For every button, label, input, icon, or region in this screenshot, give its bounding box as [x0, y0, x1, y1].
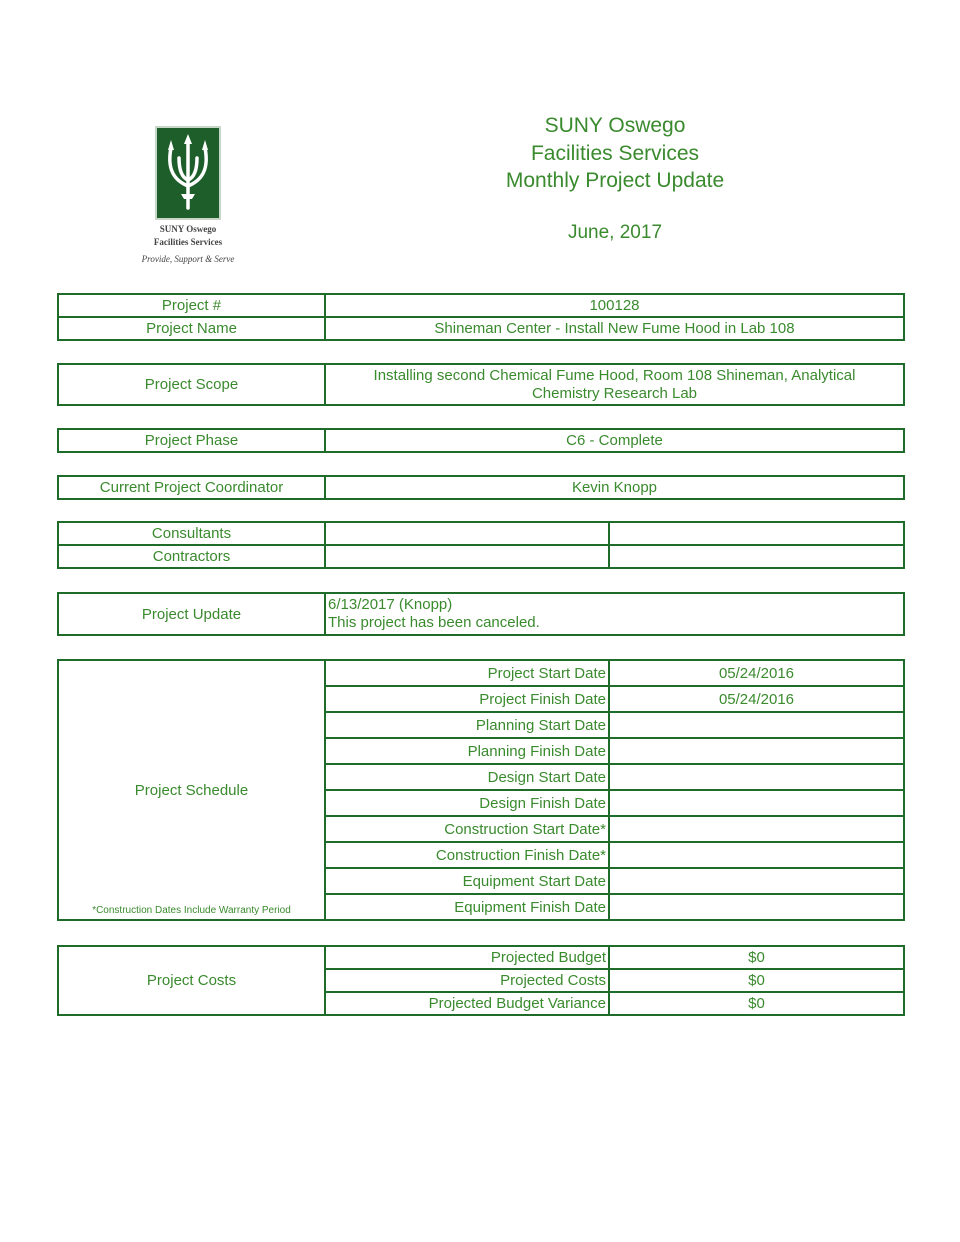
- schedule-row-label: Equipment Finish Date: [325, 894, 609, 920]
- project-schedule-label-cell: [58, 660, 325, 920]
- cost-row-label: Projected Budget: [325, 946, 609, 969]
- project-number-label: Project #: [58, 294, 325, 317]
- schedule-row-value: [609, 764, 904, 790]
- cost-row-value: $0: [609, 969, 904, 992]
- project-name-value: Shineman Center - Install New Fume Hood in Lab 108: [325, 317, 904, 340]
- schedule-row-label: Equipment Start Date: [325, 868, 609, 894]
- schedule-row-label: Design Finish Date: [325, 790, 609, 816]
- schedule-row-value: 05/24/2016: [609, 660, 904, 686]
- facilities-logo: [118, 124, 258, 269]
- schedule-row-value: [609, 868, 904, 894]
- schedule-row-label: Construction Start Date*: [325, 816, 609, 842]
- project-update-label: Project Update: [58, 593, 325, 635]
- project-update-table: [57, 592, 905, 636]
- project-scope-value: Installing second Chemical Fume Hood, Room 108 Shineman, Analytical Chemistry Research Lab: [325, 364, 904, 405]
- project-scope-table: [57, 363, 905, 406]
- project-scope-label: Project Scope: [58, 364, 325, 405]
- logo-name-line1: SUNY Oswego: [159, 224, 217, 234]
- project-costs-table: [57, 945, 905, 1016]
- report-header: [450, 112, 780, 195]
- project-phase-value: C6 - Complete: [325, 429, 904, 452]
- logo-name-line2: Facilities Services: [153, 237, 223, 247]
- project-phase-label: Project Phase: [58, 429, 325, 452]
- project-coordinator-table: [57, 475, 905, 500]
- schedule-row-value: [609, 894, 904, 920]
- schedule-row-label: Planning Finish Date: [325, 738, 609, 764]
- cost-row-value: $0: [609, 946, 904, 969]
- schedule-row-label: Project Finish Date: [325, 686, 609, 712]
- consultants-label: Consultants: [58, 522, 325, 545]
- header-report-title: Monthly Project Update: [505, 169, 725, 192]
- project-number-value: 100128: [325, 294, 904, 317]
- schedule-row-value: [609, 712, 904, 738]
- project-name-label: Project Name: [58, 317, 325, 340]
- contractors-value-1: [325, 545, 609, 568]
- consultants-value-1: [325, 522, 609, 545]
- schedule-row-value: [609, 738, 904, 764]
- coordinator-label: Current Project Coordinator: [58, 476, 325, 499]
- schedule-row-label: Design Start Date: [325, 764, 609, 790]
- consultants-value-2: [609, 522, 904, 545]
- schedule-row-label: Project Start Date: [325, 660, 609, 686]
- update-entry-header: 6/13/2017 (Knopp): [328, 596, 453, 613]
- schedule-row-value: 05/24/2016: [609, 686, 904, 712]
- update-entry-text: This project has been canceled.: [328, 614, 540, 631]
- project-schedule-table: [57, 659, 905, 921]
- schedule-row-label: Construction Finish Date*: [325, 842, 609, 868]
- report-date: June, 2017: [567, 222, 663, 243]
- logo-tagline: Provide, Support & Serve: [141, 254, 235, 264]
- coordinator-value: Kevin Knopp: [325, 476, 904, 499]
- project-schedule-label: Project Schedule: [134, 781, 249, 799]
- schedule-row-value: [609, 816, 904, 842]
- trident-icon: [155, 126, 221, 220]
- header-department: Facilities Services: [530, 141, 700, 165]
- schedule-row-value: [609, 790, 904, 816]
- schedule-row-label: Planning Start Date: [325, 712, 609, 738]
- cost-row-label: Projected Budget Variance: [325, 992, 609, 1015]
- header-org: SUNY Oswego: [544, 114, 686, 137]
- project-costs-label: Project Costs: [58, 946, 325, 1015]
- cost-row-value: $0: [609, 992, 904, 1015]
- warranty-note: *Construction Dates Include Warranty Period: [92, 905, 291, 916]
- project-update-value: [325, 593, 904, 635]
- project-phase-table: [57, 428, 905, 453]
- cost-row-label: Projected Costs: [325, 969, 609, 992]
- schedule-row-value: [609, 842, 904, 868]
- project-id-table: [57, 293, 905, 341]
- consultants-contractors-table: [57, 521, 905, 569]
- contractors-label: Contractors: [58, 545, 325, 568]
- contractors-value-2: [609, 545, 904, 568]
